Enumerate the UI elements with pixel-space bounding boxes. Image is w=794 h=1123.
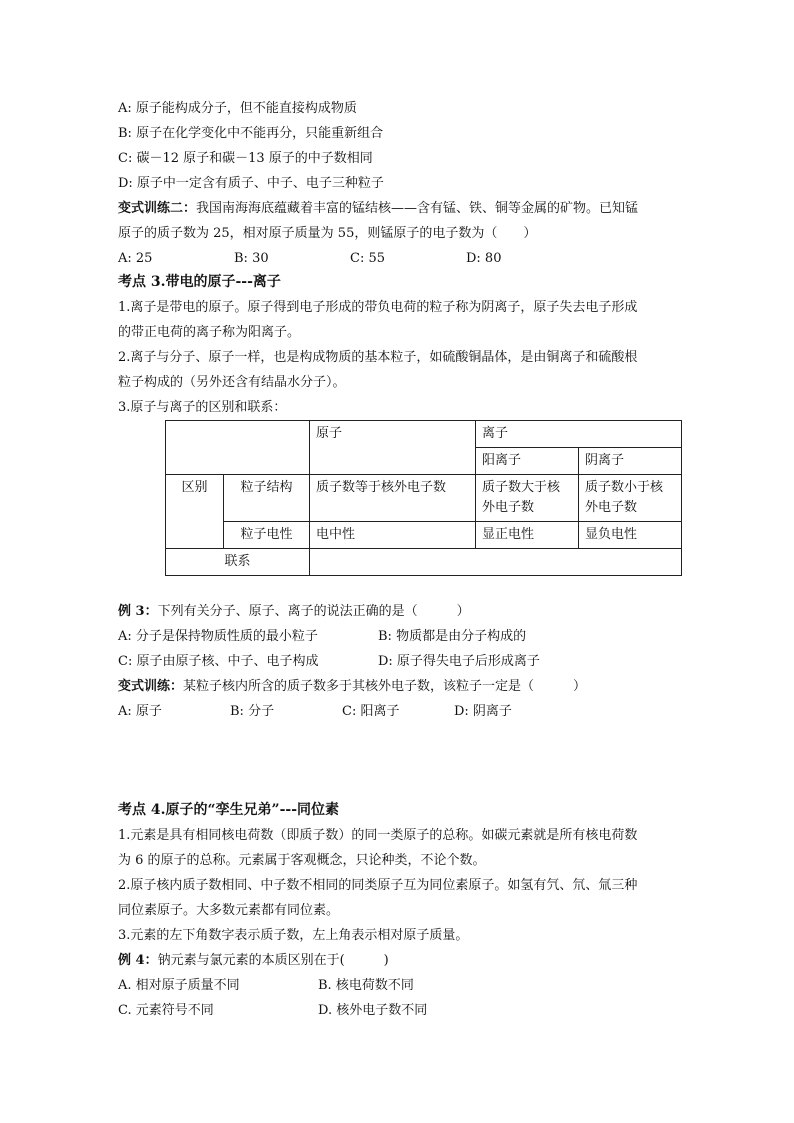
train2-option-d: D: 80 <box>466 251 502 266</box>
table-row <box>166 421 682 448</box>
train2-label: 变式训练二： <box>118 201 197 216</box>
train2-option-b: B: 30 <box>234 251 269 266</box>
row-relation-label: 联系 <box>166 549 310 576</box>
atom-charge-cell: 电中性 <box>310 522 476 549</box>
train2-option-c: C: 55 <box>350 251 386 266</box>
train3-text: 某粒子核内所含的质子数多于其核外电子数，该粒子一定是（ ） <box>183 679 587 694</box>
train3-option-a: A: 原子 <box>118 704 162 719</box>
train2-text: 我国南海海底蕴藏着丰富的锰结核——含有锰、铁、铜等金属的矿物。已知锰 <box>196 201 639 216</box>
ex3-option-b: B: 物质都是由分子构成的 <box>378 629 527 644</box>
ex3-option-d: D: 原子得失电子后形成离子 <box>378 654 540 669</box>
train3-question <box>118 679 586 695</box>
train2-line1 <box>118 201 638 217</box>
train3-label: 变式训练： <box>118 679 184 694</box>
ex3-label: 例 3： <box>118 604 158 619</box>
train3-option-d: D: 阴离子 <box>454 704 512 719</box>
prev-option-b: B: 原子在化学变化中不能再分，只能重新组合 <box>118 126 384 141</box>
ex3-text: 下列有关分子、原子、离子的说法正确的是（ ） <box>157 604 470 619</box>
train2-line2: 原子的质子数为 25，相对原子质量为 55，则锰原子的电子数为（ ） <box>118 226 537 241</box>
prev-option-d: D: 原子中一定含有质子、中子、电子三种粒子 <box>118 176 384 191</box>
row-charge-label: 粒子电性 <box>224 522 310 549</box>
ex3-question <box>118 604 470 620</box>
ex4-question <box>118 953 389 969</box>
kp3-p1b: 的带正电荷的离子称为阳离子。 <box>118 325 301 340</box>
table-row <box>166 549 682 576</box>
ex4-label: 例 4： <box>118 953 158 968</box>
train3-option-c: C: 阳离子 <box>342 704 400 719</box>
ex4-text: 钠元素与氯元素的本质区别在于( ) <box>157 953 389 968</box>
prev-option-c: C: 碳－12 原子和碳－13 原子的中子数相同 <box>118 151 373 166</box>
row-diff-label: 区别 <box>166 475 224 549</box>
table-row <box>166 475 682 522</box>
header-cation: 阳离子 <box>476 448 579 475</box>
train2-option-a: A: 25 <box>118 251 153 266</box>
kp4-p2b: 同位素原子。大多数元素都有同位素。 <box>118 903 340 918</box>
kp3-p2a: 2.离子与分子、原子一样，也是构成物质的基本粒子，如硫酸铜晶体，是由铜离子和硫酸根 <box>118 350 638 365</box>
anion-charge-cell: 显负电性 <box>579 522 682 549</box>
kp4-p2a: 2.原子核内质子数相同、中子数不相同的同类原子互为同位素原子。如氢有氕、氘、氚三种 <box>118 878 638 893</box>
kp4-title: 考点 4.原子的“孪生兄弟”---同位素 <box>118 802 340 818</box>
relation-cell <box>310 549 682 576</box>
kp3-title: 考点 3.带电的原子---离子 <box>118 274 281 290</box>
atom-ion-table <box>165 420 682 576</box>
kp3-p3: 3.原子与离子的区别和联系： <box>118 400 287 415</box>
ex3-option-a: A: 分子是保持物质性质的最小粒子 <box>118 629 318 644</box>
row-structure-label: 粒子结构 <box>224 475 310 522</box>
atom-structure-cell: 质子数等于核外电子数 <box>310 475 476 522</box>
header-anion: 阴离子 <box>579 448 682 475</box>
prev-option-a: A: 原子能构成分子，但不能直接构成物质 <box>118 101 357 116</box>
ex3-option-c: C: 原子由原子核、中子、电子构成 <box>118 654 319 669</box>
cation-charge-cell: 显正电性 <box>476 522 579 549</box>
cation-structure-cell: 质子数大于核外电子数 <box>476 475 579 522</box>
train3-option-b: B: 分子 <box>230 704 275 719</box>
kp3-p1a: 1.离子是带电的原子。原子得到电子形成的带负电荷的粒子称为阴离子，原子失去电子形成 <box>118 300 638 315</box>
ex4-option-c: C. 元素符号不同 <box>118 1003 214 1018</box>
kp3-p2b: 粒子构成的（另外还含有结晶水分子）。 <box>118 375 346 390</box>
table-corner-cell <box>166 421 310 475</box>
kp4-p1a: 1.元素是具有相同核电荷数（即质子数）的同一类原子的总称。如碳元素就是所有核电荷数 <box>118 828 638 843</box>
header-ion: 离子 <box>476 421 682 448</box>
ex4-option-a: A. 相对原子质量不同 <box>118 978 240 993</box>
kp4-p3: 3.元素的左下角数字表示质子数，左上角表示相对原子质量。 <box>118 928 469 943</box>
ex4-option-b: B. 核电荷数不同 <box>318 978 414 993</box>
table-row <box>166 522 682 549</box>
anion-structure-cell: 质子数小于核外电子数 <box>579 475 682 522</box>
header-atom: 原子 <box>310 421 476 475</box>
kp4-p1b: 为 6 的原子的总称。元素属于客观概念，只论种类，不论个数。 <box>118 853 486 868</box>
ex4-option-d: D. 核外电子数不同 <box>318 1003 428 1018</box>
